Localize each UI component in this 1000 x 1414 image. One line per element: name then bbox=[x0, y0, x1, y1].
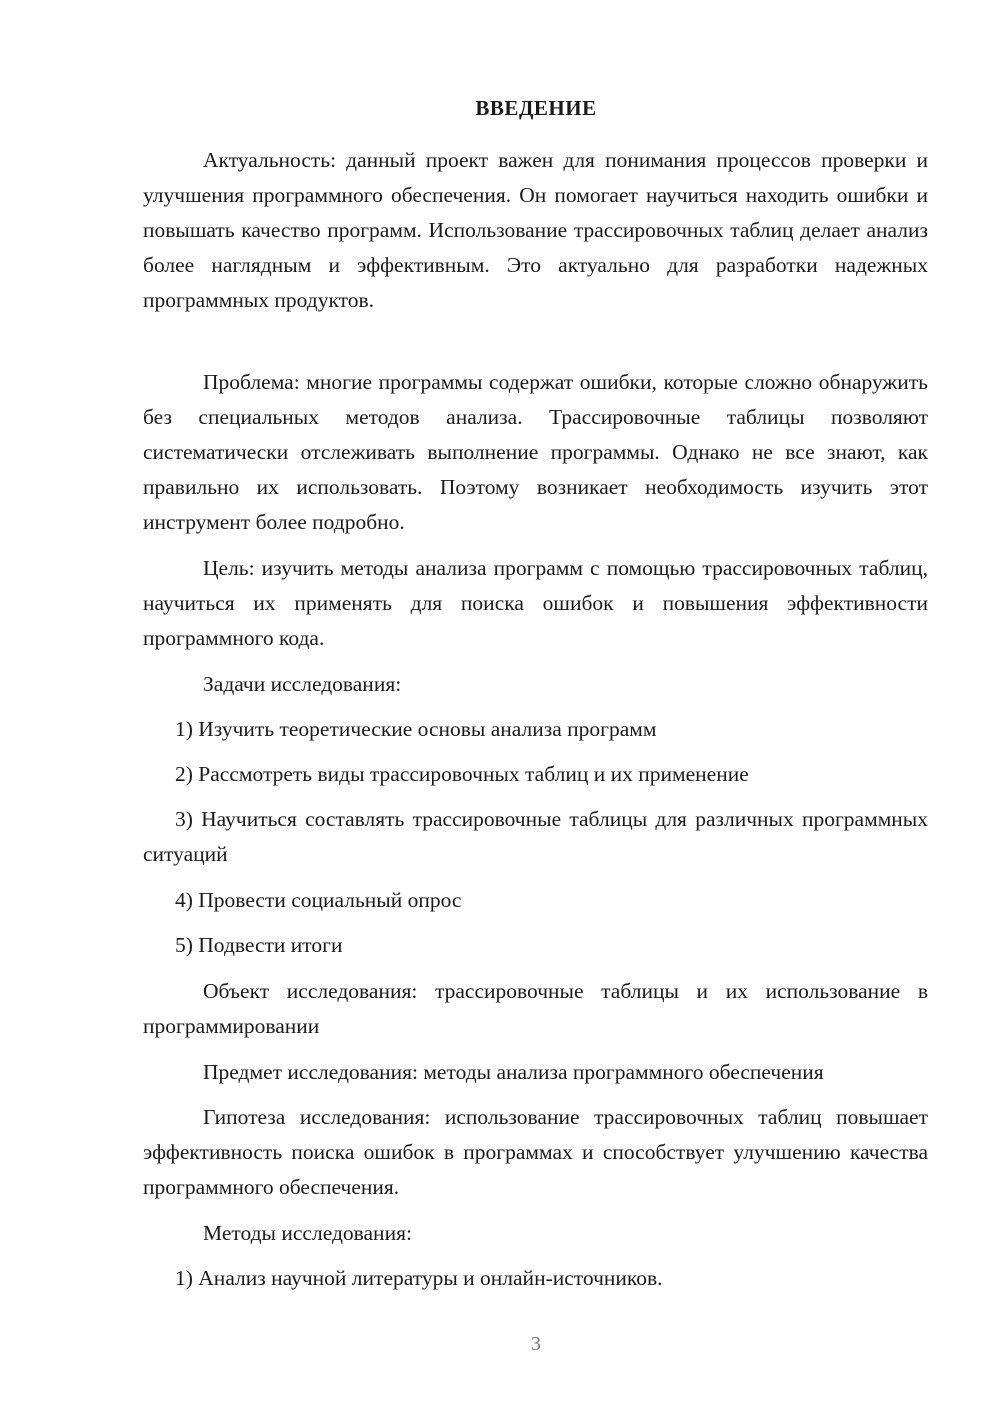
list-item-task-5: 5) Подвести итоги bbox=[175, 933, 343, 957]
page-title: ВВЕДЕНИЕ bbox=[475, 96, 597, 120]
paragraph-object: Объект исследования: трассировочные таблицы и их использование в программировании bbox=[143, 979, 928, 1038]
paragraph-methods-heading: Методы исследования: bbox=[203, 1221, 412, 1245]
page-number: 3 bbox=[531, 1333, 541, 1355]
paragraph-subject: Предмет исследования: методы анализа программного обеспечения bbox=[203, 1060, 824, 1084]
list-item-task-4: 4) Провести социальный опрос bbox=[175, 888, 462, 912]
list-item-method-1: 1) Анализ научной литературы и онлайн-источников. bbox=[175, 1266, 663, 1290]
list-item-task-2: 2) Рассмотреть виды трассировочных таблиц и их применение bbox=[175, 762, 749, 786]
paragraph-tasks-heading: Задачи исследования: bbox=[203, 672, 402, 696]
paragraph-problem: Проблема: многие программы содержат ошибки, которые сложно обнаружить без специальных методов анализа. Трассировочные таблицы позволяют систематически отслеживать выполнение программы. Однако не все знают, как правильно их использовать. Поэтому возникает необходимость изучить этот инструмент более подробно. bbox=[143, 370, 928, 534]
paragraph-hypothesis: Гипотеза исследования: использование трассировочных таблиц повышает эффективность поиска ошибок в программах и способствует улучшению качества программного обеспечения. bbox=[143, 1105, 928, 1199]
list-item-task-3: 3) Научиться составлять трассировочные таблицы для различных программных ситуаций bbox=[143, 807, 928, 866]
list-item-task-1: 1) Изучить теоретические основы анализа программ bbox=[175, 717, 657, 741]
paragraph-relevance: Актуальность: данный проект важен для понимания процессов проверки и улучшения программного обеспечения. Он помогает научиться находить ошибки и повышать качество программ. Использование трассировочных таблиц делает анализ более наглядным и эффективным. Это актуально для разработки надежных программных продуктов. bbox=[143, 148, 928, 312]
paragraph-goal: Цель: изучить методы анализа программ с помощью трассировочных таблиц, научиться их применять для поиска ошибок и повышения эффективности программного кода. bbox=[143, 556, 928, 650]
